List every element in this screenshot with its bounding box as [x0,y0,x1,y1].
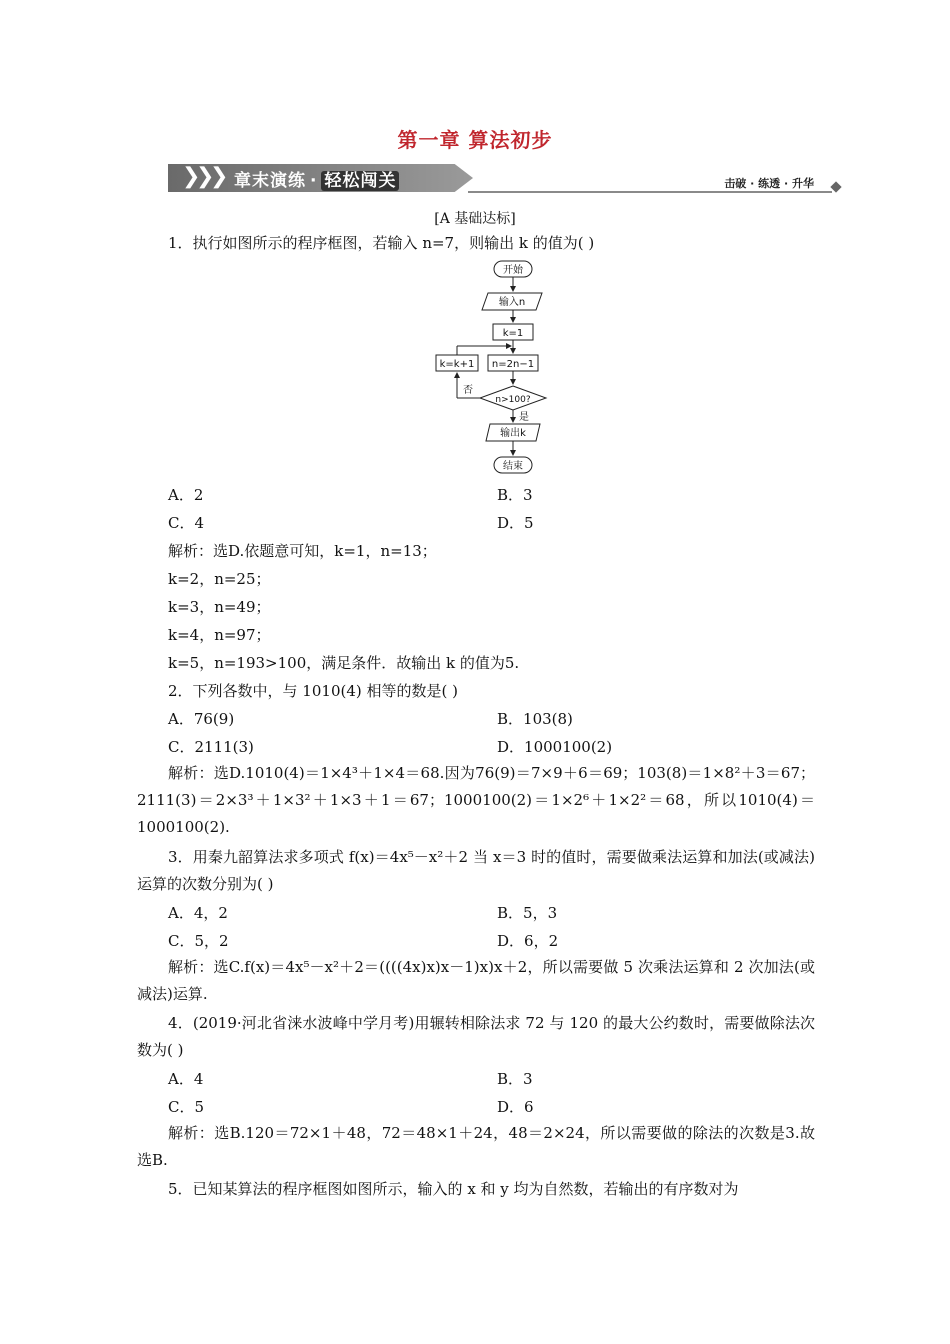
banner-title: 章末演练 · 轻松闯关 [234,166,399,191]
q3-stem: 3．用秦九韶算法求多项式 f(x)＝4x⁵－x²＋2 当 x＝3 时的值时，需要做乘法运算和加法(或减法)运算的次数分别为( ) [137,848,815,893]
flow-output: 输出k [500,428,526,439]
q3-option-c: C．5，2 [168,932,229,950]
section-label: [A 基础达标] [434,211,516,227]
chevron-right-icon: ❯ [210,164,229,189]
chapter-title: 第一章 算法初步 [397,128,553,152]
flowchart [420,258,560,480]
q3-option-d: D．6，2 [497,932,559,950]
q1-option-a: A．2 [168,486,204,504]
q1-stem: 1．执行如图所示的程序框图，若输入 n=7，则输出 k 的值为( ) [168,234,595,252]
q1-analysis-line: k=2，n=25； [168,570,271,588]
flow-init: k=1 [502,328,524,339]
q4-stem: 4．(2019·河北省涞水波峰中学月考)用辗转相除法求 72 与 120 的最大公约数时，需要做除法次数为( ) [137,1014,815,1059]
section-banner [168,163,840,195]
q5-stem: 5．已知某算法的程序框图如图所示，输入的 x 和 y 均为自然数，若输出的有序数对为 [168,1180,739,1198]
q1-analysis-line: 解析：选D.依题意可知，k=1，n=13； [168,542,437,560]
banner-rule [468,191,832,193]
q4-option-c: C．5 [168,1098,205,1116]
banner-slogan: 击破 · 练透 · 升华 [724,177,814,190]
q4-analysis: 解析：选B.120＝72×1＋48，72＝48×1＋24，48＝2×24，所以需要做的除法的次数是3.故选B. [137,1124,815,1169]
q2-option-a: A．76(9) [168,710,235,728]
flow-input: 输入n [498,297,526,308]
q2-stem: 2．下列各数中，与 1010(4) 相等的数是( ) [168,682,458,700]
q4-option-b: B．3 [497,1070,533,1088]
q4-option-a: A．4 [168,1070,204,1088]
q1-option-d: D．5 [497,514,534,532]
flow-update-k: k=k+1 [439,359,475,370]
q1-analysis-line: k=4，n=97； [168,626,271,644]
q1-analysis-line: k=3，n=49； [168,598,271,616]
flow-update-n: n=2n−1 [491,359,535,370]
flow-no-label: 否 [463,385,473,396]
q1-option-b: B．3 [497,486,533,504]
flow-start: 开始 [503,265,523,276]
q4-option-d: D．6 [497,1098,534,1116]
flow-condition: n>100? [495,395,531,405]
q2-option-b: B．103(8) [497,710,573,728]
q1-option-c: C．4 [168,514,205,532]
q2-option-c: C．2111(3) [168,738,254,756]
q3-analysis: 解析：选C.f(x)＝4x⁵－x²＋2＝((((4x)x)x－1)x)x＋2，所以需要做 5 次乘法运算和 2 次加法(或减法)运算. [137,958,815,1003]
q1-analysis-line: k=5，n=193>100，满足条件．故输出 k 的值为5. [168,654,520,672]
flow-end: 结束 [503,461,523,472]
diamond-icon [830,181,841,192]
q3-option-a: A．4，2 [168,904,228,922]
chevron-right-icon: ❯ [196,164,215,189]
q2-option-d: D．1000100(2) [497,738,613,756]
q2-analysis: 解析：选D.1010(4)＝1×4³＋1×4＝68.因为76(9)＝7×9＋6＝69；103(8)＝1×8²＋3＝67；2111(3)＝2×3³＋1×3²＋1×3＋1＝67；1000100(2)＝1×2⁶＋1×2²＝68，所以1010(4)＝1000100(2). [137,764,815,836]
flow-yes-label: 是 [519,412,529,423]
chevron-right-icon: ❯ [182,164,201,189]
q3-option-b: B．5，3 [497,904,558,922]
